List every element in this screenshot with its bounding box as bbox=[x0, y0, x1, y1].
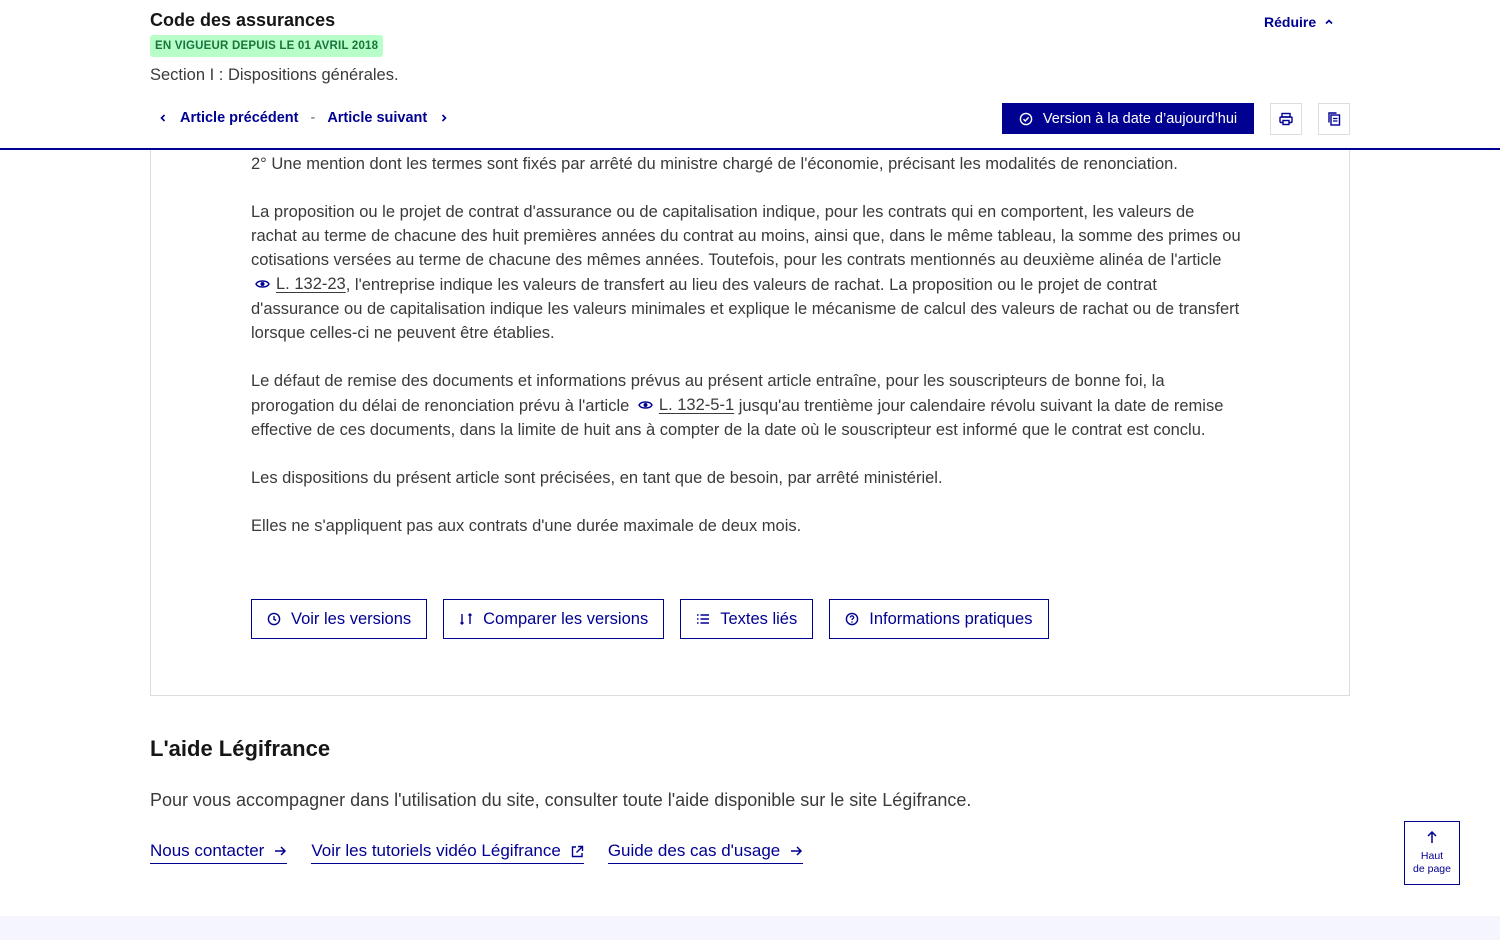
print-button[interactable] bbox=[1270, 103, 1302, 135]
contact-label: Nous contacter bbox=[150, 841, 265, 860]
previous-article-label: Article précédent bbox=[180, 110, 299, 126]
reduce-label: Réduire bbox=[1264, 14, 1317, 30]
contact-link[interactable] bbox=[150, 841, 287, 864]
status-badge: EN VIGUEUR DEPUIS LE 01 AVRIL 2018 bbox=[150, 35, 383, 57]
copy-icon bbox=[1326, 111, 1342, 127]
code-title[interactable]: Code des assurances bbox=[150, 10, 336, 30]
help-links bbox=[150, 841, 803, 864]
article-paragraph: Les dispositions du présent article sont précisées, en tant que de besoin, par arrêté ministériel. bbox=[251, 469, 943, 487]
eye-icon bbox=[638, 399, 653, 411]
list-icon bbox=[696, 612, 710, 626]
linked-texts-label: Textes liés bbox=[720, 609, 798, 628]
compare-versions-button[interactable] bbox=[443, 599, 664, 639]
nav-separator: - bbox=[310, 110, 316, 126]
reference-label: L. 132-5-1 bbox=[658, 396, 735, 414]
article-paragraph bbox=[251, 200, 1241, 345]
compare-arrows-icon bbox=[459, 612, 473, 626]
article-paragraph: 2° Une mention dont les termes sont fixés par arrêté du ministre chargé de l'économie, précisant les modalités de renonciation. bbox=[251, 155, 1178, 173]
article-paragraph bbox=[251, 369, 1241, 442]
clock-icon bbox=[267, 612, 281, 626]
practical-info-label: Informations pratiques bbox=[869, 609, 1033, 628]
check-circle-icon bbox=[1019, 112, 1033, 126]
article-navigation bbox=[158, 110, 449, 126]
external-link-icon bbox=[571, 845, 584, 858]
eye-icon bbox=[255, 278, 270, 290]
printer-icon bbox=[1278, 111, 1294, 127]
question-circle-icon bbox=[845, 612, 859, 626]
back-to-top-button[interactable] bbox=[1404, 821, 1460, 885]
section-title: Section I : Dispositions générales. bbox=[150, 66, 399, 84]
footer-band bbox=[0, 916, 1500, 940]
arrow-up-icon bbox=[1426, 830, 1438, 844]
tutorials-link[interactable] bbox=[311, 841, 583, 864]
article-text: La proposition ou le projet de contrat d'assurance ou de capitalisation indique, pour les contrats qui en comportent, les valeurs de rachat au terme de chacune des huit premières années du contrat au moins, ainsi que, dans le même tableau, la somme des primes ou cotisations versées au terme de chacune des mêmes années. Toutefois, pour les contrats mentionnés au deuxième alinéa de l'article bbox=[251, 203, 1241, 269]
article-reference-link[interactable] bbox=[255, 272, 346, 296]
article-reference-link[interactable] bbox=[638, 393, 734, 417]
article-header bbox=[0, 0, 1500, 150]
practical-info-button[interactable] bbox=[829, 599, 1048, 639]
article-container bbox=[150, 140, 1350, 696]
back-to-top-line1: Haut bbox=[1420, 850, 1444, 862]
next-article-link[interactable] bbox=[327, 110, 449, 126]
previous-article-link[interactable] bbox=[158, 110, 298, 126]
compare-versions-label: Comparer les versions bbox=[483, 609, 649, 628]
arrow-right-icon bbox=[274, 845, 287, 857]
chevron-up-icon bbox=[1324, 17, 1334, 27]
article-text: , l'entreprise indique les valeurs de transfert au lieu des valeurs de rachat. La proposition ou le projet de contrat d'assurance ou de capitalisation indique les valeurs minimales et explique le mécanisme de calcul des valeurs de rachat ou de transfert lorsque celles-ci ne peuvent être établies. bbox=[251, 276, 1240, 342]
help-title: L'aide Légifrance bbox=[150, 736, 331, 761]
use-case-guide-label: Guide des cas d'usage bbox=[607, 841, 781, 860]
chevron-left-icon bbox=[158, 113, 168, 123]
article-body bbox=[251, 152, 1241, 562]
reference-label: L. 132-23 bbox=[276, 275, 346, 293]
current-version-button[interactable] bbox=[1002, 103, 1254, 134]
chevron-right-icon bbox=[439, 113, 449, 123]
use-case-guide-link[interactable] bbox=[608, 841, 803, 864]
copy-button[interactable] bbox=[1318, 103, 1350, 135]
article-paragraph: Elles ne s'appliquent pas aux contrats d'une durée maximale de deux mois. bbox=[251, 517, 802, 535]
reduce-button[interactable] bbox=[1264, 14, 1334, 30]
next-article-label: Article suivant bbox=[327, 110, 428, 126]
view-versions-button[interactable] bbox=[251, 599, 427, 639]
article-text: jusqu'au trentième jour calendaire révolu suivant la date de remise effective de ces documents, dans la limite de huit ans à compter de la date où le souscripteur est informé que le contrat est conclu. bbox=[251, 397, 1224, 439]
tutorials-label: Voir les tutoriels vidéo Légifrance bbox=[311, 841, 561, 860]
article-actions bbox=[251, 599, 1049, 639]
view-versions-label: Voir les versions bbox=[291, 609, 412, 628]
current-version-label: Version à la date d’aujourd’hui bbox=[1042, 110, 1238, 127]
linked-texts-button[interactable] bbox=[680, 599, 813, 639]
back-to-top-line2: de page bbox=[1413, 863, 1451, 875]
arrow-right-icon bbox=[790, 845, 803, 857]
article-text: Le défaut de remise des documents et informations prévus au présent article entraîne, pour les souscripteurs de bonne foi, la prorogation du délai de renonciation prévu à l'article bbox=[251, 372, 1165, 415]
help-description: Pour vous accompagner dans l'utilisation du site, consulter toute l'aide disponible sur le site Légifrance. bbox=[150, 790, 972, 810]
